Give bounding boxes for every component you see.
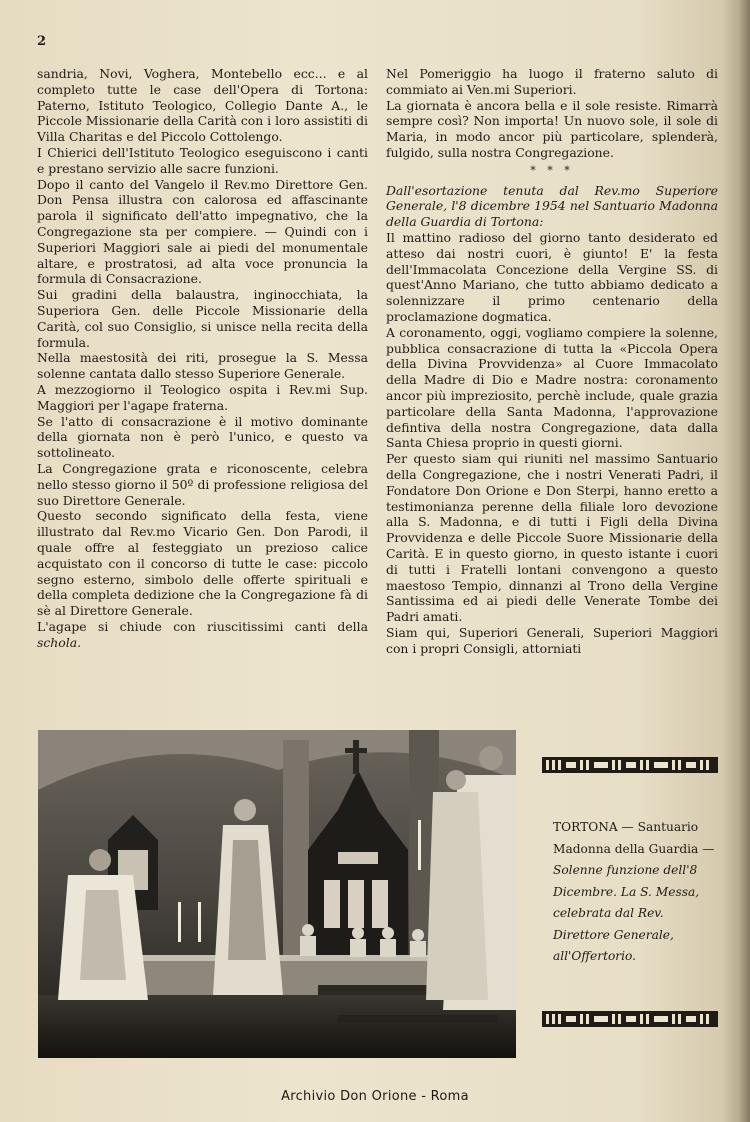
paragraph: Se l'atto di consacrazione è il motivo dominante della giornata non è però l'unico, e questo va sottolineato.	[37, 413, 368, 461]
paragraph-last	[37, 619, 368, 651]
paragraph: Questo secondo significato della festa, viene illustrato dal Rev.mo Vicario Gen. Don Parodi, il quale offre al festeggiato un prezioso calice acquistato con il concorso di tutte le case: piccolo segno esterno, simbolo delle offerte spirituali e della completa dedizione che la Congregazione fà di sè al Direttore Generale.	[37, 508, 368, 619]
altar-photo-icon	[38, 730, 516, 1058]
paragraph-text: L'agape si chiude con riuscitissimi canti della	[37, 618, 368, 634]
paragraph: La Congregazione grata e riconoscente, celebra nello stesso giorno il 50º di professione religiosa del suo Direttore Generale.	[37, 460, 368, 508]
paragraph: Per questo siam qui riuniti nel massimo Santuario della Congregazione, che i nostri Venerati Padri, il Fondatore Don Orione e Don Sterpi, hanno eretto a testimonianza perenne della filiale loro devozione alla S. Madonna, e di tutti i Figli della Divina Provvidenza e delle Piccole Suore Missionarie della Carità. E in questo giorno, in questo istante i cuori di tutti i Fratelli lontani convengono a questo maestoso Tempio, dinnanzi al Trono della Vergine Santissima ed ai piedi delle Venerate Tombe dei Padri amati.	[386, 451, 718, 625]
section-separator: * * *	[530, 163, 574, 177]
book-spine-shadow	[722, 0, 750, 1122]
schola-word: schola.	[37, 634, 82, 650]
paragraph: sandria, Novi, Voghera, Montebello ecc... e al completo tutte le case dell'Opera di Tortona: Paterno, Istituto Teologico, Collegio Dante A., le Piccole Missionarie della Carità con i loro assistiti di Villa Charitas e del Piccolo Cottolengo.	[37, 66, 368, 145]
paragraph: A mezzogiorno il Teologico ospita i Rev.mi Sup. Maggiori per l'agape fraterna.	[37, 381, 368, 413]
paragraph: Sui gradini della balaustra, inginocchiata, la Superiora Gen. delle Piccole Missionarie della Carità, col suo Consiglio, si unisce nella recita della formula.	[37, 287, 368, 350]
archive-footer: Archivio Don Orione - Roma	[281, 1089, 469, 1104]
page-number: 2	[37, 34, 47, 49]
paragraph: I Chierici dell'Istituto Teologico eseguiscono i canti e prestano servizio alle sacre funzioni.	[37, 144, 368, 176]
exhortation-heading: Dall'esortazione tenuta dal Rev.mo Superiore Generale, l'8 dicembre 1954 nel Santuario Madonna della Guardia di Tortona:	[386, 182, 718, 230]
paragraph: Dopo il canto del Vangelo il Rev.mo Direttore Gen. Don Pensa illustra con calorosa ed affascinante parola il significato dell'atto impegnativo, che la Congregazione sta per compiere. — Quindi con i Superiori Maggiori sale ai piedi del monumentale altare, e prostratosi, ad alta voce pronuncia la formula di Consacrazione.	[37, 176, 368, 287]
paragraph: Siam qui, Superiori Generali, Superiori Maggiori con i propri Consigli, attorniati	[386, 624, 718, 656]
paragraph: Il mattino radioso del giorno tanto desiderato ed atteso dai nostri cuori, è giunto! E' la festa dell'Immacolata Concezione della Vergine SS. di quest'Anno Mariano, che tutto abbiamo dedicato a solennizzare il primo centenario della proclamazione dogmatica.	[386, 229, 718, 324]
paragraph: A coronamento, oggi, vogliamo compiere la solenne, pubblica consacrazione di tutta la «Piccola Opera della Divina Provvidenza» al Cuore Immacolato della Madre di Dio e Madre nostra: coronamento ancor più impreziosito, perchè include, quale grazia particolare della Santa Madonna, l'approvazione defintiva della nostra Congregazione, data dalla Santa Chiesa proprio in questi giorni.	[386, 324, 718, 451]
photo-caption	[553, 817, 719, 968]
caption-heading: TORTONA — Santuario Madonna della Guardia —	[553, 820, 715, 856]
right-column	[386, 66, 718, 656]
decorative-band-icon	[542, 754, 718, 776]
caption-body: Solenne funzione dell'8 Dicembre. La S. Messa, celebrata dal Rev. Direttore Generale, all'Offertorio.	[553, 863, 700, 963]
paragraph: Nella maestosità dei riti, prosegue la S. Messa solenne cantata dallo stesso Superiore Generale.	[37, 350, 368, 382]
paragraph: La giornata è ancora bella e il sole resiste. Rimarrà sempre così? Non importa! Un nuovo sole, il sole di Maria, in modo ancor più particolare, splenderà, fulgido, sulla nostra Congregazione.	[386, 97, 718, 160]
left-column	[37, 66, 368, 650]
decorative-band-icon	[542, 1008, 718, 1030]
paragraph: Nel Pomeriggio ha luogo il fraterno saluto di commiato ai Ven.mi Superiori.	[386, 66, 718, 97]
